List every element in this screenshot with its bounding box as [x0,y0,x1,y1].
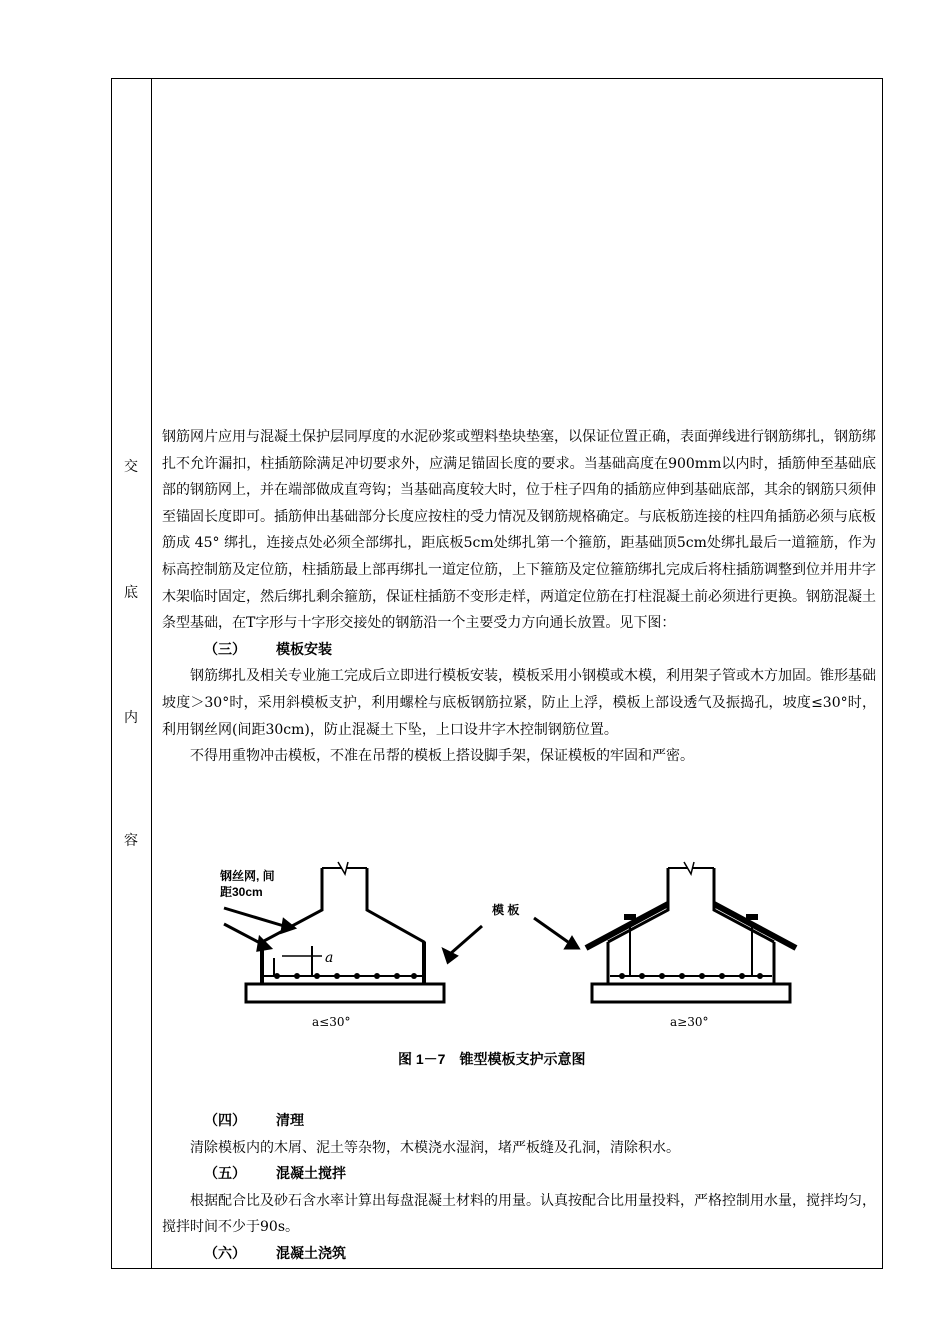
section-4-paragraph: 清除模板内的木屑、泥土等杂物，木模浇水湿润，堵严板缝及孔洞，清除积水。 [190,1139,680,1156]
section-3-heading [162,637,876,664]
section-6-title: 混凝土浇筑 [276,1245,346,1262]
section-3-paragraph-2: 不得用重物冲击模板，不准在吊帮的模板上搭设脚手架，保证模板的牢固和严密。 [190,748,694,765]
section-3-paragraph-1: 钢筋绑扎及相关专业施工完成后立即进行模板安装，模板采用小钢模或木模，利用架子管或木方加固。锥形基础坡度＞30°时，采用斜模板支护，利用螺栓与底板钢筋拉紧，防止上浮，模板上部设透气及振捣孔，坡度≤30°时，利用钢丝网(间距30cm)，防止混凝土下坠，上口设井字木控制钢筋位置。 [162,668,876,738]
condition-right: a≥30° [670,1015,709,1029]
condition-left: a≤30° [312,1015,351,1029]
right-formwork-slope [586,904,796,948]
alpha-label: a [325,950,334,966]
section-5-heading [162,1161,876,1188]
side-label-char-4: 容 [124,833,138,849]
column-divider [151,78,152,1269]
wire-label-line2: 距30cm [220,885,263,899]
section-3-number: （三） [204,641,246,658]
section-6-heading [162,1241,876,1268]
section-4-title: 清理 [276,1113,304,1129]
formwork-arrows [444,918,578,962]
formwork-diagram [162,858,876,1078]
main-content [162,424,876,770]
wire-label-line1: 钢丝网, 间 [220,869,275,883]
section-5-title: 混凝土搅拌 [276,1166,346,1183]
formwork-figure [162,858,876,1078]
section-4-number: （四） [204,1113,246,1129]
formwork-label: 模 板 [492,903,520,917]
tail-content [162,1108,876,1268]
figure-caption: 图 1－7 锥型模板支护示意图 [398,1051,586,1067]
section-5-paragraph: 根据配合比及砂石含水率计算出每盘混凝土材料的用量。认真按配合比用量投料，严格控制用水量，搅拌均匀，搅拌时间不少于90s。 [162,1192,876,1236]
section-5-number: （五） [204,1166,246,1183]
wire-arrows [224,908,294,950]
section-4-heading [162,1108,876,1135]
side-label-char-1: 交 [124,459,138,475]
side-label-char-2: 底 [124,585,138,601]
section-3-title: 模板安装 [276,641,332,658]
side-label-char-3: 内 [124,710,138,726]
paragraph-rebar: 钢筋网片应用与混凝土保护层同厚度的水泥砂浆或塑料垫块垫塞，以保证位置正确，表面弹线进行钢筋绑扎，钢筋绑扎不允许漏扣，柱插筋除满足冲切要求外，应满足锚固长度的要求。当基础高度在900mm以内时，插筋伸至基础底部的钢筋网上，并在端部做成直弯钩；当基础高度较大时，位于柱子四角的插筋应伸到基础底部，其余的钢筋只须伸至锚固长度即可。插筋伸出基础部分长度应按柱的受力情况及钢筋规格确定。与底板筋连接的柱四角插筋必须与底板筋成 45° 绑扎，连接点处必须全部绑扎，距底板5cm处绑扎第一个箍筋，距基础顶5cm处绑扎最后一道箍筋，作为标高控制筋及定位筋，柱插筋最上部再绑扎一道定位筋，上下箍筋及定位箍筋绑扎完成后将柱插筋调整到位并用井字木架临时固定，然后绑扎剩余箍筋，保证柱插筋不变形走样，两道定位筋在打柱混凝土前必须进行更换。钢筋混凝土条型基础，在T字形与十字形交接处的钢筋沿一个主要受力方向通长放置。见下图： [162,429,876,632]
section-6-number: （六） [204,1245,246,1262]
